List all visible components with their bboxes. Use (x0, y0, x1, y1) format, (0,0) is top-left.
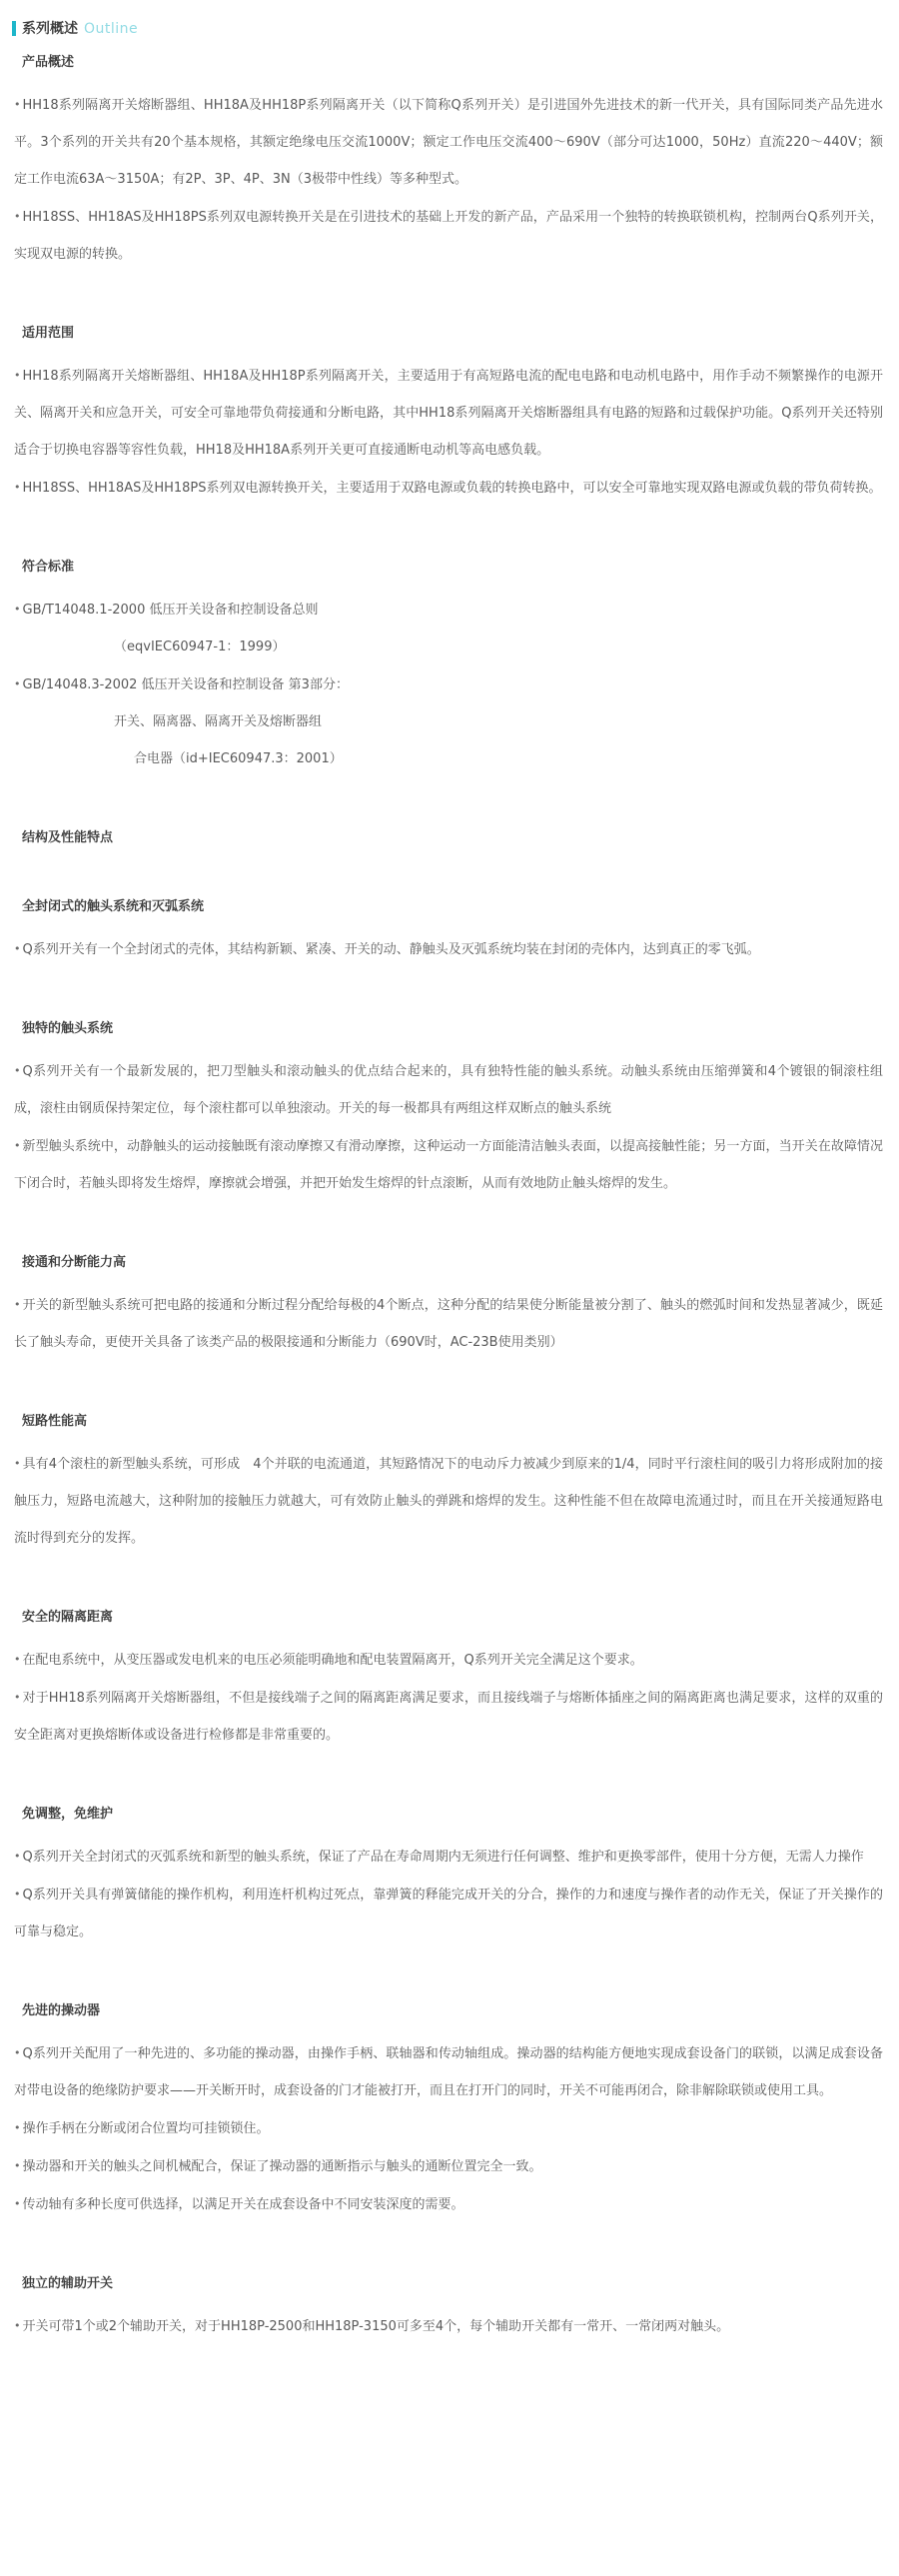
section-heading: 产品概述 (22, 55, 75, 70)
bullet-subline: 合电器（id+IEC60947.3：2001） (134, 751, 343, 766)
bullet-text: 对于HH18系列隔离开关熔断器组，不但是接线端子之间的隔离距离满足要求，而且接线端子与熔断体插座之间的隔离距离也满足要求，这样的双重的安全距离对更换熔断体或设备进行检修都是非常重要的。 (14, 1691, 883, 1743)
section-heading: 全封闭式的触头系统和灭弧系统 (22, 899, 205, 914)
section-heading: 结构及性能特点 (22, 830, 114, 845)
bullet-icon: • (14, 942, 21, 955)
bullet-icon: • (14, 1139, 21, 1152)
section-standards (12, 559, 889, 777)
bullet-item (12, 1679, 889, 1754)
section-enclosed-contact-arc-system (12, 898, 889, 968)
bullet-icon: • (14, 210, 21, 223)
section-heading: 接通和分断能力高 (22, 1255, 127, 1270)
bullet-icon: • (14, 2319, 21, 2332)
bullet-text: GB/14048.3-2002 低压开关设备和控制设备 第3部分： (22, 677, 349, 692)
section-heading: 适用范围 (22, 326, 75, 341)
bullet-text: Q系列开关有一个最新发展的，把刀型触头和滚动触头的优点结合起来的，具有独特性能的触头系统。动触头系统由压缩弹簧和4个镀银的铜滚柱组成，滚柱由钢质保持架定位，每个滚柱都可以单独滚动。开关的每一极都具有两组这样双断点的触头系统 (14, 1064, 883, 1116)
bullet-icon: • (14, 1888, 21, 1901)
section-heading: 安全的隔离距离 (22, 1610, 114, 1625)
bullet-item (12, 86, 889, 198)
bullet-text: Q系列开关有一个全封闭式的壳体，其结构新颖、紧凑、开关的动、静触头及灭弧系统均装在封闭的壳体内，达到真正的零飞弧。 (22, 942, 760, 957)
bullet-icon: • (14, 481, 21, 494)
bullet-icon: • (14, 2046, 21, 2059)
section-heading: 免调整，免维护 (22, 1807, 114, 1822)
bullet-text: 新型触头系统中，动静触头的运动接触既有滚动摩擦又有滑动摩擦，这种运动一方面能清洁触头表面，以提高接触性能；另一方面，当开关在故障情况下闭合时，若触头即将发生熔焊，摩擦就会增强，并把开始发生熔焊的针点滚断，从而有效地防止触头熔焊的发生。 (14, 1139, 883, 1191)
bullet-text: 开关的新型触头系统可把电路的接通和分断过程分配给每极的4个断点，这种分配的结果使分断能量被分割了、触头的燃弧时间和发热显著减少，既延长了触头寿命，更使开关具备了该类产品的极限接通和分断能力（690V时，AC-23B使用类别） (14, 1298, 883, 1350)
bullet-icon: • (14, 1850, 21, 1863)
bullet-icon: • (14, 603, 21, 616)
bullet-text: HH18SS、HH18AS及HH18PS系列双电源转换开关，主要适用于双路电源或负载的转换电路中，可以安全可靠地实现双路电源或负载的带负荷转换。 (22, 481, 882, 496)
content (12, 54, 889, 2345)
bullet-item (12, 2147, 889, 2185)
bullet-item (12, 1127, 889, 1202)
page-title-zh: 系列概述 (22, 21, 78, 37)
section-heading: 先进的操动器 (22, 2003, 101, 2018)
bullet-item (12, 2109, 889, 2147)
section-structure-performance-title (12, 829, 889, 846)
bullet-icon: • (14, 98, 21, 111)
bullet-item (12, 1641, 889, 1679)
section-independent-auxiliary-switch (12, 2275, 889, 2345)
bullet-text: 传动轴有多种长度可供选择，以满足开关在成套设备中不同安装深度的需要。 (22, 2197, 464, 2212)
bullet-icon: • (14, 369, 21, 382)
bullet-item (12, 357, 889, 469)
bullet-item (12, 665, 889, 703)
bullet-text: 开关可带1个或2个辅助开关，对于HH18P-2500和HH18P-3150可多至4个，每个辅助开关都有一常开、一常闭两对触头。 (22, 2319, 730, 2334)
bullet-text: 操动器和开关的触头之间机械配合，保证了操动器的通断指示与触头的通断位置完全一致。 (22, 2159, 542, 2174)
bullet-icon: • (14, 1457, 21, 1470)
bullet-icon: • (14, 2159, 21, 2172)
bullet-item (12, 1876, 889, 1950)
section-making-breaking-capacity (12, 1254, 889, 1361)
bullet-item (12, 2307, 889, 2345)
bullet-item (12, 930, 889, 968)
section-product-overview (12, 54, 889, 273)
bullet-item (12, 1445, 889, 1557)
page-title-en: Outline (84, 21, 139, 37)
bullet-text: HH18系列隔离开关熔断器组、HH18A及HH18P系列隔离开关（以下简称Q系列开关）是引进国外先进技术的新一代开关，具有国际同类产品先进水平。3个系列的开关共有20个基本规格，其额定绝缘电压交流1000V；额定工作电压交流400～690V（部分可达1000，50Hz）直流220～440V；额定工作电流63A～3150A；有2P、3P、4P、3N（3极带中性线）等多种型式。 (14, 98, 883, 187)
section-adjustment-maintenance-free (12, 1806, 889, 1950)
page-title (22, 18, 138, 38)
bullet-text: Q系列开关全封闭式的灭弧系统和新型的触头系统，保证了产品在寿命周期内无须进行任何调整、维护和更换零部件，使用十分方便，无需人力操作 (22, 1850, 864, 1865)
section-heading: 独特的触头系统 (22, 1021, 114, 1036)
bullet-subline: 开关、隔离器、隔离开关及熔断器组 (114, 714, 323, 729)
section-advanced-operator (12, 2002, 889, 2223)
bullet-text: HH18SS、HH18AS及HH18PS系列双电源转换开关是在引进技术的基础上开发的新产品，产品采用一个独特的转换联锁机构，控制两台Q系列开关，实现双电源的转换。 (14, 210, 883, 262)
section-application-scope (12, 325, 889, 507)
bullet-icon: • (14, 2197, 21, 2210)
section-heading: 符合标准 (22, 560, 75, 575)
bullet-text: 在配电系统中，从变压器或发电机来的电压必须能明确地和配电装置隔离开，Q系列开关完全满足这个要求。 (22, 1653, 643, 1668)
bullet-icon: • (14, 1298, 21, 1311)
bullet-text: Q系列开关具有弹簧储能的操作机构，利用连杆机构过死点，靠弹簧的释能完成开关的分合，操作的力和速度与操作者的动作无关，保证了开关操作的可靠与稳定。 (14, 1888, 883, 1939)
bullet-item (12, 591, 889, 629)
bullet-icon: • (14, 677, 21, 690)
bullet-subline: （eqvIEC60947-1：1999） (114, 640, 286, 654)
accent-bar-icon (12, 21, 16, 36)
bullet-icon: • (14, 1064, 21, 1077)
bullet-item (12, 1286, 889, 1361)
section-safe-isolation-distance (12, 1609, 889, 1754)
bullet-text: 具有4个滚柱的新型触头系统，可形成 4个并联的电流通道，其短路情况下的电动斥力被减少到原来的1/4，同时平行滚柱间的吸引力将形成附加的接触压力，短路电流越大，这种附加的接触压力就越大，可有效防止触头的弹跳和熔焊的发生。这种性能不但在故障电流通过时，而且在开关接通短路电流时得到充分的发挥。 (14, 1457, 883, 1546)
section-unique-contact-system (12, 1020, 889, 1202)
bullet-item (12, 2185, 889, 2223)
bullet-item (12, 2034, 889, 2109)
section-heading: 短路性能高 (22, 1414, 88, 1429)
bullet-text: Q系列开关配用了一种先进的、多功能的操动器，由操作手柄、联轴器和传动轴组成。操动器的结构能方便地实现成套设备门的联锁，以满足成套设备对带电设备的绝缘防护要求——开关断开时，成套设备的门才能被打开，而且在打开门的同时，开关不可能再闭合，除非解除联锁或使用工具。 (14, 2046, 883, 2098)
section-heading: 独立的辅助开关 (22, 2276, 114, 2291)
bullet-item (12, 198, 889, 273)
section-short-circuit-performance (12, 1413, 889, 1557)
bullet-item (12, 1052, 889, 1127)
page-header (12, 18, 889, 38)
bullet-text: GB/T14048.1-2000 低压开关设备和控制设备总则 (22, 603, 319, 618)
bullet-icon: • (14, 2121, 21, 2134)
bullet-item (12, 1838, 889, 1876)
bullet-text: HH18系列隔离开关熔断器组、HH18A及HH18P系列隔离开关，主要适用于有高短路电流的配电电路和电动机电路中，用作手动不频繁操作的电源开关、隔离开关和应急开关，可安全可靠地带负荷接通和分断电路，其中HH18系列隔离开关熔断器组具有电路的短路和过载保护功能。Q系列开关还特别适合于切换电容器等容性负载，HH18及HH18A系列开关更可直接通断电动机等高电感负载。 (14, 369, 883, 458)
bullet-item (12, 469, 889, 507)
bullet-icon: • (14, 1691, 21, 1704)
bullet-text: 操作手柄在分断或闭合位置均可挂锁锁住。 (22, 2121, 270, 2136)
bullet-icon: • (14, 1653, 21, 1666)
